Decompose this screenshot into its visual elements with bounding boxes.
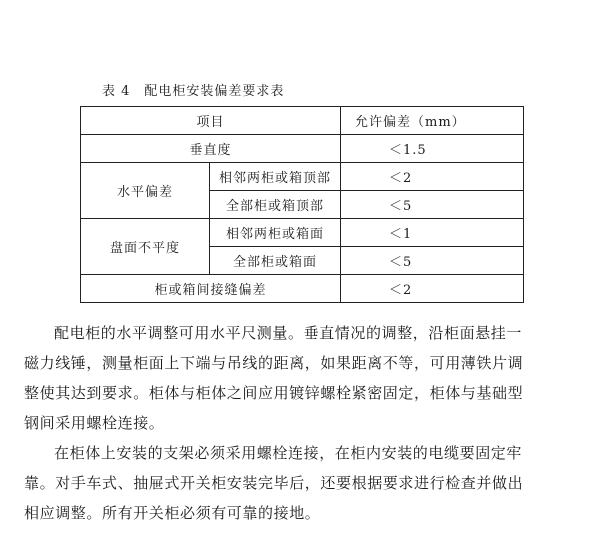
- paragraph-line: 相应调整。所有开关柜必须有可靠的接地。: [24, 504, 321, 522]
- table-row: [81, 219, 524, 247]
- row-item: 相邻两柜或箱顶部: [210, 163, 341, 191]
- paragraph-line: 钢间采用螺栓连接。: [24, 414, 165, 432]
- table-number: 表 4: [102, 84, 131, 99]
- row-group-label: 盘面不平度: [81, 219, 210, 275]
- paragraph-line: 磁力线锤，测量柜面上下端与吊线的距离，如果距离不等，可用薄铁片调: [24, 354, 524, 372]
- paragraph-line: 靠。对手车式、抽屉式开关柜安装完毕后，还要根据要求进行检查并做出: [24, 474, 524, 492]
- row-item: 垂直度: [81, 135, 341, 163]
- body-paragraph: [24, 438, 600, 528]
- row-tolerance: ＜1: [341, 219, 524, 247]
- row-tolerance: ＜1.5: [341, 135, 524, 163]
- table-row: [81, 163, 524, 191]
- table-caption: [102, 80, 284, 99]
- header-item: 项目: [81, 107, 341, 135]
- row-tolerance: ＜2: [341, 275, 524, 303]
- table-header-row: [81, 107, 524, 135]
- table-title: 配电柜安装偏差要求表: [144, 84, 285, 99]
- paragraph-line: 在柜体上安装的支架必须采用螺栓连接，在柜内安装的电缆要固定牢: [54, 444, 523, 462]
- row-tolerance: ＜5: [341, 247, 524, 275]
- row-item: 全部柜或箱面: [210, 247, 341, 275]
- paragraph-line: 整使其达到要求。柜体与柜体之间应用镀锌螺栓紧密固定，柜体与基础型: [24, 384, 524, 402]
- row-item: 全部柜或箱顶部: [210, 191, 341, 219]
- body-paragraph: [24, 318, 600, 438]
- paragraph-line: 配电柜的水平调整可用水平尺测量。垂直情况的调整，沿柜面悬挂一: [54, 324, 523, 342]
- tolerance-table: [80, 106, 524, 303]
- row-item: 相邻两柜或箱面: [210, 219, 341, 247]
- header-tolerance: 允许偏差（mm）: [341, 107, 524, 135]
- table-row: [81, 135, 524, 163]
- row-tolerance: ＜2: [341, 163, 524, 191]
- row-group-label: 水平偏差: [81, 163, 210, 219]
- row-tolerance: ＜5: [341, 191, 524, 219]
- row-item: 柜或箱间接缝偏差: [81, 275, 341, 303]
- table-row: [81, 275, 524, 303]
